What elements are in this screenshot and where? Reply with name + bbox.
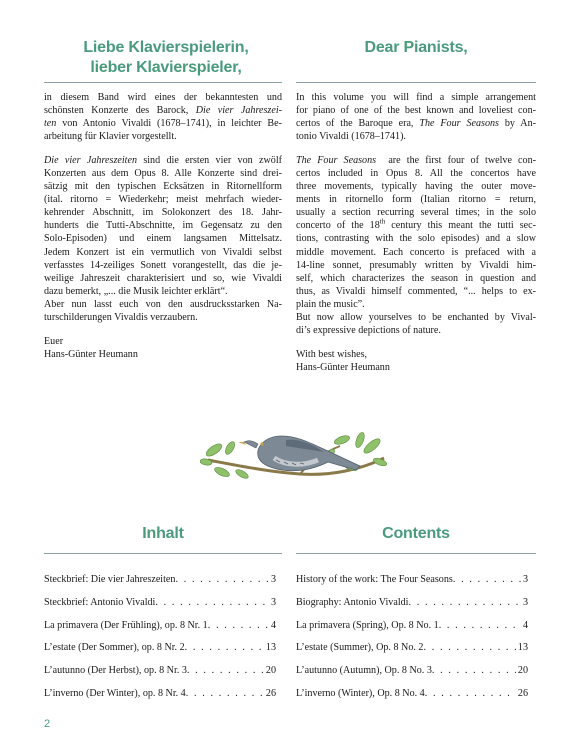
- german-heading: [48, 38, 284, 78]
- leaves-left: [200, 440, 250, 480]
- german-foreword: [44, 91, 282, 372]
- cuckoo-bird-illustration: [200, 400, 390, 495]
- english-signoff: With best wishes, Hans-Günter Heumann: [296, 348, 536, 374]
- german-author: Hans-Günter Heumann: [44, 348, 138, 360]
- german-signoff: Euer Hans-Günter Heumann: [44, 335, 282, 361]
- toc-entry[interactable]: La primavera (Spring), Op. 8 No. 1 . . . 4: [296, 619, 528, 632]
- toc-entry[interactable]: History of the work: The Four Seasons . . . 3: [296, 573, 528, 586]
- toc-english-heading: Contents: [382, 525, 450, 542]
- english-author: Hans-Günter Heumann: [296, 361, 390, 373]
- page-number: 2: [44, 718, 51, 730]
- toc-german-heading: Inhalt: [142, 525, 184, 542]
- toc-entry[interactable]: L’autunno (Autumn), Op. 8 No. 3 . . . 20: [296, 664, 528, 677]
- toc-entry[interactable]: Biography: Antonio Vivaldi . . . 3: [296, 596, 528, 609]
- toc-entry[interactable]: La primavera (Der Frühling), op. 8 Nr. 1 . . . 4: [44, 619, 276, 632]
- english-paragraph-1: In this volume you will find a simple arrangement for piano of one of the best known and loveliest con- certos of the Baroque era, The Four Seasons by An- tonio Vivaldi (1678–1741).: [296, 92, 537, 143]
- toc-entry[interactable]: L’autunno (Der Herbst), op. 8 Nr. 3 . . . 20: [44, 664, 276, 677]
- german-heading-line1: Liebe Klavierspielerin,: [83, 39, 249, 56]
- german-paragraph-1: in diesem Band wird eines der bekanntesten und schönsten Konzerte des Barock, Die vier Jahreszei- ten von Antonio Vivaldi (1678–1741), in leichter Be- arbeitung für Klavier vorgestellt.: [44, 92, 282, 143]
- toc-entry[interactable]: L’inverno (Der Winter), op. 8 Nr. 4 . . . 26: [44, 687, 276, 700]
- english-rule: [296, 82, 536, 83]
- toc-german-rule: [44, 553, 282, 554]
- german-rule: [44, 82, 282, 83]
- toc-entry[interactable]: L’estate (Summer), Op. 8 No. 2 . . . 13: [296, 641, 528, 654]
- toc-entry[interactable]: L’inverno (Winter), Op. 8 No. 4 . . . 26: [296, 687, 528, 700]
- english-paragraph-2: The Four Seasons are the first four of twelve con- certos included in Opus 8. All the concertos have three movements, typically having the outer move- ments in ritornello form (Italian ritorno = return, usually a section recurring several times; in the solo concerto of the 18th century this meant the tutti sec- tions, contrasting with the solo episodes) and a slow middle movement. Each concerto is prefaced with a 14-line sonnet, presumably written by Vivaldi him- self, which characterizes the season in question and thus, as Vivaldi himself commented, “... helps to ex- plain the music”. But now allow yourselves to be enchanted by Vival- di’s expressive depictions of nature.: [296, 155, 536, 336]
- toc-entry[interactable]: Steckbrief: Die vier Jahreszeiten . . . 3: [44, 573, 276, 586]
- english-foreword: [296, 91, 536, 385]
- english-heading: Dear Pianists,: [364, 39, 468, 56]
- toc-entry[interactable]: Steckbrief: Antonio Vivaldi . . . 3: [44, 596, 276, 609]
- toc-english-rule: [296, 553, 536, 554]
- german-heading-line2: lieber Klavierspieler,: [90, 59, 242, 76]
- german-paragraph-2: Die vier Jahreszeiten sind die ersten vier von zwölf Konzerten aus dem Opus 8. Alle Konzerte sind drei- sätzig mit den typischen Ecksätzen in Ritornellform (ital. ritorno = Wiederkehr; meist mehrfach wieder- kehrender Abschnitt, im Solokonzert des 18. Jahr- hunderts die Tutti-Abschnitte, im Gegensatz zu den Solo-Episoden) und einem langsamen Mittelsatz. Jedem Konzert ist ein vermutlich von Vivaldi selbst verfasstes 14-zeiliges Sonett vorangestellt, das die je- weilige Jahreszeit charakterisiert und so, wie Vivaldi dazu bemerkt, „... die Musik leichter erklärt“. Aber nun lasst euch von den ausdrucksstarken Na- turschilderungen Vivaldis verzaubern.: [44, 155, 282, 323]
- toc-entry[interactable]: L’estate (Der Sommer), op. 8 Nr. 2 . . . 13: [44, 641, 276, 654]
